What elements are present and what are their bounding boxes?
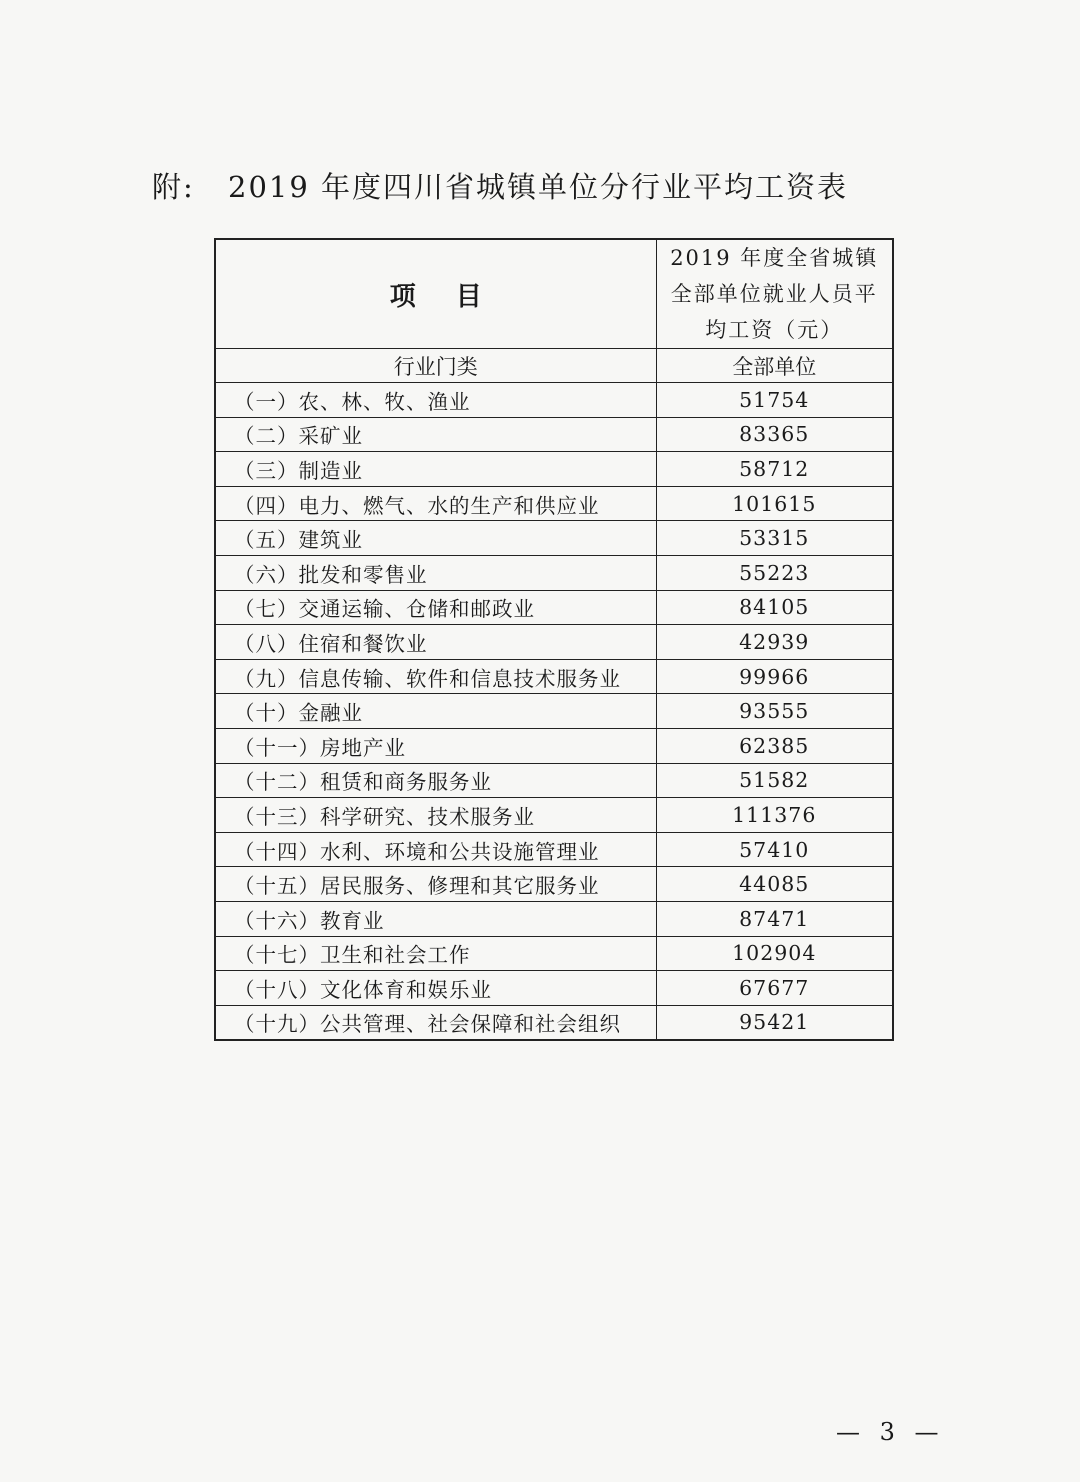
average-wage-cell: 51582 bbox=[656, 763, 893, 798]
subheader-column-cell: 全部单位 bbox=[656, 349, 893, 383]
average-wage-cell: 55223 bbox=[656, 555, 893, 590]
header-item-cell: 项目 bbox=[215, 239, 656, 349]
header-column-cell: 2019 年度全省城镇全部单位就业人员平均工资（元） bbox=[656, 239, 893, 349]
average-wage-cell: 42939 bbox=[656, 625, 893, 660]
average-wage-cell: 62385 bbox=[656, 728, 893, 763]
average-wage-cell: 93555 bbox=[656, 694, 893, 729]
average-wage-cell: 99966 bbox=[656, 659, 893, 694]
industry-name-cell: （四）电力、燃气、水的生产和供应业 bbox=[215, 486, 656, 521]
table-row bbox=[215, 659, 893, 694]
wage-table bbox=[214, 238, 894, 1041]
industry-name-cell: （十一）房地产业 bbox=[215, 728, 656, 763]
average-wage-cell: 101615 bbox=[656, 486, 893, 521]
average-wage-cell: 57410 bbox=[656, 832, 893, 867]
average-wage-cell: 67677 bbox=[656, 971, 893, 1006]
attachment-prefix: 附: bbox=[152, 170, 195, 204]
table-row bbox=[215, 555, 893, 590]
table-row bbox=[215, 521, 893, 556]
industry-name-cell: （十五）居民服务、修理和其它服务业 bbox=[215, 867, 656, 902]
table-row bbox=[215, 486, 893, 521]
table-row bbox=[215, 798, 893, 833]
page-number: — 3 — bbox=[836, 1418, 945, 1446]
title-text: 2019 年度四川省城镇单位分行业平均工资表 bbox=[228, 170, 849, 204]
table-row bbox=[215, 832, 893, 867]
table-row bbox=[215, 383, 893, 418]
industry-name-cell: （一）农、林、牧、渔业 bbox=[215, 383, 656, 418]
table-row bbox=[215, 625, 893, 660]
industry-name-cell: （八）住宿和餐饮业 bbox=[215, 625, 656, 660]
industry-name-cell: （十九）公共管理、社会保障和社会组织 bbox=[215, 1005, 656, 1040]
industry-name-cell: （三）制造业 bbox=[215, 452, 656, 487]
industry-name-cell: （二）采矿业 bbox=[215, 417, 656, 452]
industry-name-cell: （七）交通运输、仓储和邮政业 bbox=[215, 590, 656, 625]
average-wage-cell: 84105 bbox=[656, 590, 893, 625]
table-row bbox=[215, 1005, 893, 1040]
industry-name-cell: （十七）卫生和社会工作 bbox=[215, 936, 656, 971]
table-row bbox=[215, 763, 893, 798]
document-title bbox=[152, 165, 848, 206]
industry-name-cell: （五）建筑业 bbox=[215, 521, 656, 556]
industry-name-cell: （九）信息传输、软件和信息技术服务业 bbox=[215, 659, 656, 694]
industry-name-cell: （十八）文化体育和娱乐业 bbox=[215, 971, 656, 1006]
table-row bbox=[215, 694, 893, 729]
average-wage-cell: 87471 bbox=[656, 901, 893, 936]
industry-name-cell: （十四）水利、环境和公共设施管理业 bbox=[215, 832, 656, 867]
industry-name-cell: （六）批发和零售业 bbox=[215, 555, 656, 590]
table-row bbox=[215, 867, 893, 902]
table-row bbox=[215, 936, 893, 971]
industry-name-cell: （十）金融业 bbox=[215, 694, 656, 729]
average-wage-cell: 111376 bbox=[656, 798, 893, 833]
average-wage-cell: 83365 bbox=[656, 417, 893, 452]
table-row bbox=[215, 417, 893, 452]
average-wage-cell: 53315 bbox=[656, 521, 893, 556]
average-wage-cell: 102904 bbox=[656, 936, 893, 971]
table-subheader-row bbox=[215, 349, 893, 383]
table-row bbox=[215, 590, 893, 625]
table-row bbox=[215, 901, 893, 936]
table-row bbox=[215, 728, 893, 763]
industry-name-cell: （十六）教育业 bbox=[215, 901, 656, 936]
average-wage-cell: 44085 bbox=[656, 867, 893, 902]
industry-name-cell: （十二）租赁和商务服务业 bbox=[215, 763, 656, 798]
average-wage-cell: 51754 bbox=[656, 383, 893, 418]
average-wage-cell: 95421 bbox=[656, 1005, 893, 1040]
table-row bbox=[215, 452, 893, 487]
subheader-item-cell: 行业门类 bbox=[215, 349, 656, 383]
table-header-row bbox=[215, 239, 893, 349]
average-wage-cell: 58712 bbox=[656, 452, 893, 487]
table-row bbox=[215, 971, 893, 1006]
industry-name-cell: （十三）科学研究、技术服务业 bbox=[215, 798, 656, 833]
